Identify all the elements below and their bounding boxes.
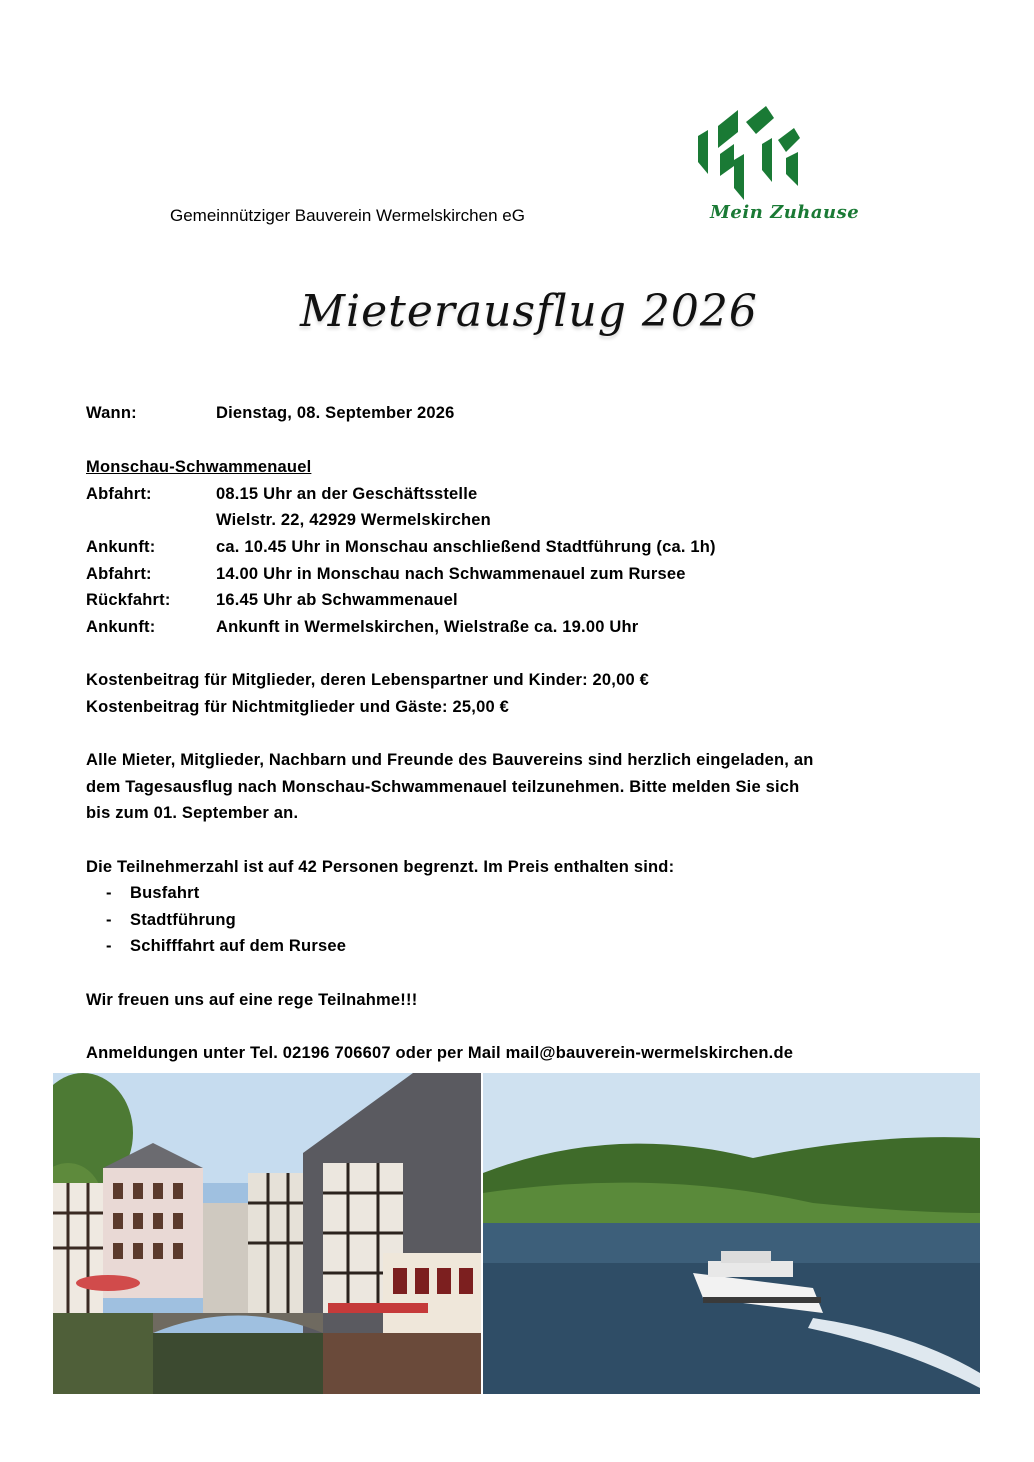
rursee-ship-photo <box>483 1073 980 1394</box>
invitation-text: dem Tagesausflug nach Monschau-Schwammenauel teilzunehmen. Bitte melden Sie sich <box>86 778 800 796</box>
participants-text: Die Teilnehmerzahl ist auf 42 Personen begrenzt. Im Preis enthalten sind: <box>86 858 675 876</box>
schedule-value: Wielstr. 22, 42929 Wermelskirchen <box>216 511 491 529</box>
section-title: Monschau-Schwammenauel <box>86 458 312 476</box>
cost-text: Kostenbeitrag für Nichtmitglieder und Gäste: 25,00 € <box>86 698 509 716</box>
page-title: Mieterausflug 2026 <box>300 286 758 337</box>
logo <box>690 104 880 234</box>
photo-strip <box>53 1073 980 1394</box>
schedule-label: Ankunft: <box>86 538 156 556</box>
logo-text: Mein Zuhause <box>710 202 860 223</box>
invitation-text: Alle Mieter, Mitglieder, Nachbarn und Freunde des Bauvereins sind herzlich eingeladen, an <box>86 751 814 769</box>
list-item-text: Busfahrt <box>130 884 200 902</box>
bullet: - <box>106 911 112 929</box>
schedule-label: Abfahrt: <box>86 565 152 583</box>
schedule-label: Abfahrt: <box>86 485 152 503</box>
schedule-value: 08.15 Uhr an der Geschäftsstelle <box>216 485 478 503</box>
closing-text: Wir freuen uns auf eine rege Teilnahme!!! <box>86 991 418 1009</box>
when-value: Dienstag, 08. September 2026 <box>216 404 455 422</box>
schedule-label: Ankunft: <box>86 618 156 636</box>
schedule-label: Rückfahrt: <box>86 591 171 609</box>
when-label: Wann: <box>86 404 137 422</box>
cost-text: Kostenbeitrag für Mitglieder, deren Lebenspartner und Kinder: 20,00 € <box>86 671 649 689</box>
monschau-town-photo <box>53 1073 481 1394</box>
list-item-text: Stadtführung <box>130 911 236 929</box>
house-logo-icon <box>690 104 810 202</box>
schedule-value: 14.00 Uhr in Monschau nach Schwammenauel zum Rursee <box>216 565 686 583</box>
invitation-text: bis zum 01. September an. <box>86 804 299 822</box>
schedule-value: ca. 10.45 Uhr in Monschau anschließend Stadtführung (ca. 1h) <box>216 538 716 556</box>
schedule-value: Ankunft in Wermelskirchen, Wielstraße ca. 19.00 Uhr <box>216 618 639 636</box>
list-item-text: Schifffahrt auf dem Rursee <box>130 937 347 955</box>
registration-text: Anmeldungen unter Tel. 02196 706607 oder per Mail mail@bauverein-wermelskirchen.de <box>86 1044 794 1062</box>
bullet: - <box>106 937 112 955</box>
schedule-value: 16.45 Uhr ab Schwammenauel <box>216 591 458 609</box>
organization-name: Gemeinnütziger Bauverein Wermelskirchen eG <box>170 206 525 225</box>
bullet: - <box>106 884 112 902</box>
